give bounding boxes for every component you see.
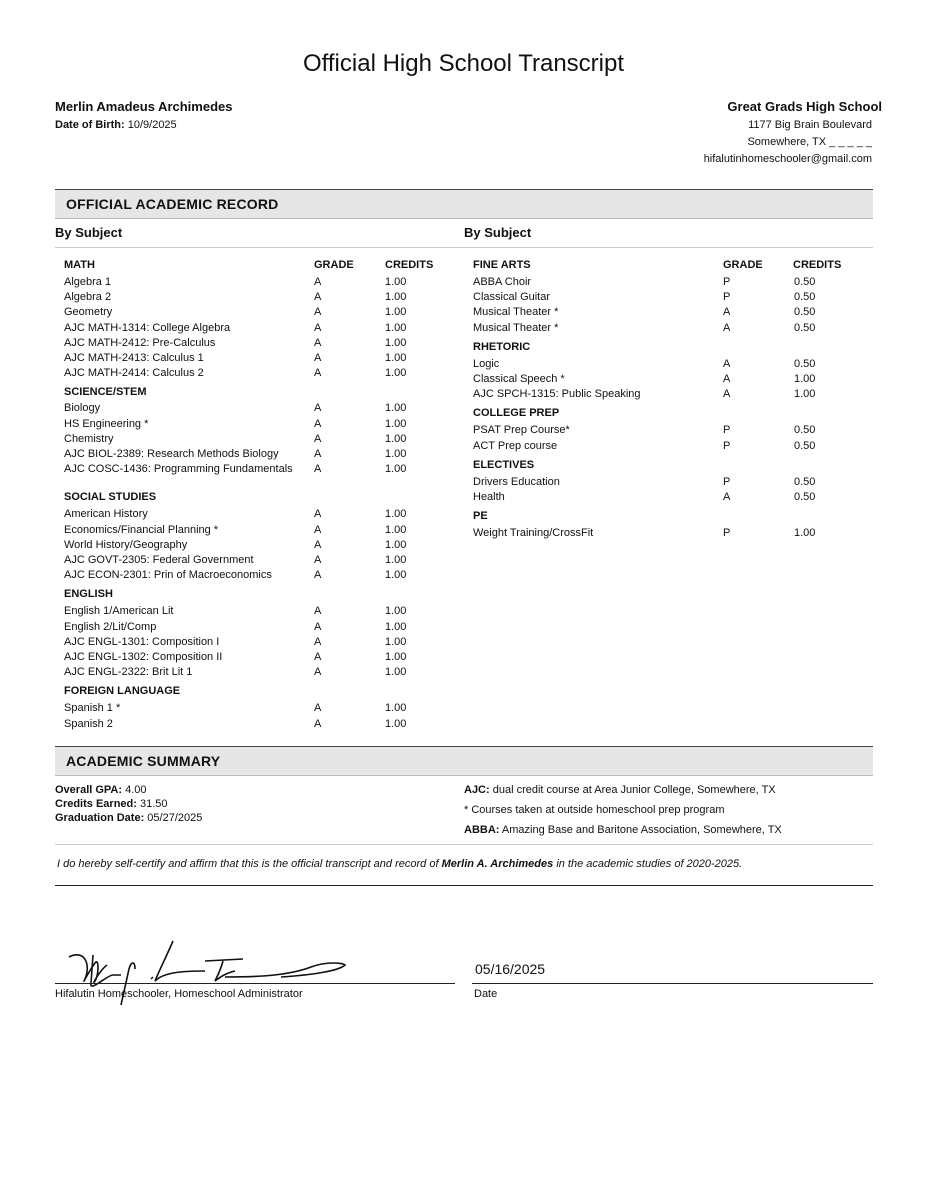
course-name: AJC ECON-2301: Prin of Macroeconomics	[64, 569, 272, 582]
course-row	[64, 621, 454, 636]
course-row	[64, 524, 454, 539]
course-grade: A	[314, 554, 322, 566]
course-name: AJC ENGL-1301: Composition I	[64, 635, 220, 648]
course-credits: 1.00	[385, 569, 407, 582]
course-grade: A	[314, 651, 322, 663]
course-name: AJC GOVT-2305: Federal Government	[64, 554, 254, 566]
course-grade: P	[723, 527, 731, 540]
course-name: American History	[64, 508, 148, 521]
course-credits: 1.00	[385, 402, 407, 415]
course-grade: A	[314, 508, 322, 521]
date-label: Date	[474, 988, 498, 1000]
school-email: hifalutinhomeschooler@gmail.com	[703, 153, 872, 165]
course-name: AJC MATH-2413: Calculus 1	[64, 352, 204, 364]
course-grade: A	[314, 717, 322, 730]
course-credits: 0.50	[794, 475, 816, 488]
subject-name: ELECTIVES	[473, 458, 535, 471]
course-name: AJC BIOL-2389: Research Methods Biology	[64, 448, 279, 460]
course-name: Economics/Financial Planning *	[64, 523, 219, 536]
abba-label: ABBA:	[464, 824, 500, 836]
course-credits: 1.00	[385, 336, 407, 349]
school-address-line1: 1177 Big Brain Boulevard	[748, 119, 872, 131]
subject-name: FOREIGN LANGUAGE	[64, 685, 181, 698]
course-credits: 1.00	[794, 373, 816, 385]
ajc-label: AJC:	[464, 784, 490, 796]
certification-name: Merlin A. Archimedes	[441, 858, 554, 870]
course-grade: A	[314, 538, 322, 551]
course-row	[64, 433, 454, 448]
subject-name: COLLEGE PREP	[473, 407, 560, 420]
academic-record-header	[55, 189, 873, 219]
by-subject-right: By Subject	[464, 225, 532, 240]
course-grade: A	[314, 321, 322, 334]
course-row	[64, 367, 454, 382]
course-credits: 0.50	[794, 291, 816, 304]
course-grade: P	[723, 276, 731, 288]
course-row	[64, 276, 454, 291]
course-row	[473, 322, 873, 337]
certification-statement	[57, 858, 742, 870]
course-credits: 1.00	[794, 388, 816, 401]
subject-name: MATH	[64, 259, 95, 271]
course-grade: A	[314, 291, 322, 304]
course-row	[64, 605, 454, 620]
course-grade: P	[723, 291, 731, 304]
dob-value: 10/9/2025	[127, 119, 177, 131]
summary-gpa	[55, 784, 147, 796]
course-name: Musical Theater *	[473, 321, 559, 334]
course-credits: 1.00	[385, 635, 407, 648]
academic-record-title: OFFICIAL ACADEMIC RECORD	[66, 196, 279, 212]
course-name: World History/Geography	[64, 538, 188, 551]
course-row	[64, 306, 454, 321]
course-row	[473, 358, 873, 373]
subject-header	[473, 510, 873, 525]
subject-name: SCIENCE/STEM	[64, 386, 147, 399]
course-credits: 1.00	[385, 276, 407, 288]
course-name: Drivers Education	[473, 475, 560, 488]
graduation-label: Graduation Date:	[55, 812, 145, 824]
credits-label: Credits Earned:	[55, 798, 137, 810]
course-grade: A	[723, 357, 731, 370]
course-credits: 1.00	[385, 508, 407, 521]
course-row	[64, 402, 454, 417]
course-grade: A	[314, 306, 322, 319]
course-grade: P	[723, 475, 731, 488]
course-row	[64, 291, 454, 306]
course-row	[64, 448, 454, 463]
course-name: PSAT Prep Course*	[473, 424, 570, 437]
signature-date-value: 05/16/2025	[475, 961, 546, 977]
course-credits: 1.00	[385, 666, 407, 679]
course-row	[64, 702, 454, 717]
course-name: Chemistry	[64, 432, 114, 445]
course-name: Geometry	[64, 306, 113, 319]
document-title: Official High School Transcript	[302, 50, 625, 77]
course-grade: A	[314, 523, 322, 536]
course-grade: A	[314, 702, 322, 715]
course-row	[473, 388, 873, 403]
left-course-column	[64, 259, 454, 739]
course-row	[64, 508, 454, 523]
course-name: Classical Speech *	[473, 373, 565, 385]
course-grade: A	[723, 306, 731, 319]
course-name: AJC COSC-1436: Programming Fundamentals	[64, 463, 293, 476]
subject-header	[473, 459, 873, 474]
course-name: HS Engineering *	[64, 417, 149, 430]
course-credits: 1.00	[385, 291, 407, 304]
course-grade: P	[723, 439, 731, 452]
certification-pre: I do hereby self-certify and affirm that this is the official transcript and record of	[57, 858, 439, 870]
course-name: ABBA Choir	[473, 276, 532, 288]
credits-column-header: CREDITS	[793, 259, 842, 271]
course-credits: 1.00	[385, 651, 407, 663]
course-credits: 0.50	[794, 439, 816, 452]
course-row	[473, 373, 873, 388]
subject-name: RHETORIC	[473, 340, 531, 353]
gpa-value: 4.00	[125, 784, 147, 796]
course-credits: 0.50	[794, 276, 816, 288]
subject-name: SOCIAL STUDIES	[64, 491, 157, 504]
course-credits: 1.00	[385, 448, 407, 460]
subject-header	[64, 259, 454, 274]
course-name: Classical Guitar	[473, 291, 551, 304]
course-credits: 0.50	[794, 321, 816, 334]
course-grade: A	[314, 605, 322, 618]
course-credits: 1.00	[385, 605, 407, 618]
note-abba	[464, 824, 782, 836]
course-grade: A	[314, 569, 322, 582]
note-star: * Courses taken at outside homeschool prep program	[464, 804, 725, 816]
course-name: AJC MATH-2412: Pre-Calculus	[64, 336, 216, 349]
subject-header	[64, 491, 454, 506]
graduation-value: 05/27/2025	[147, 812, 203, 824]
course-credits: 1.00	[385, 306, 407, 319]
dob-label: Date of Birth:	[55, 119, 125, 131]
academic-summary-title: ACADEMIC SUMMARY	[66, 753, 221, 769]
course-row	[64, 569, 454, 584]
gpa-label: Overall GPA:	[55, 784, 123, 796]
ajc-note: dual credit course at Area Junior College, Somewhere, TX	[492, 784, 776, 796]
course-credits: 0.50	[794, 424, 816, 437]
course-credits: 0.50	[794, 306, 816, 319]
course-row	[473, 291, 873, 306]
course-credits: 1.00	[385, 702, 407, 715]
subject-name: ENGLISH	[64, 588, 113, 601]
course-name: AJC ENGL-1302: Composition II	[64, 651, 223, 663]
course-grade: P	[723, 424, 731, 437]
student-name: Merlin Amadeus Archimedes	[55, 99, 233, 114]
course-grade: A	[723, 373, 731, 385]
course-grade: A	[314, 635, 322, 648]
course-name: English 1/American Lit	[64, 605, 174, 618]
right-course-column	[473, 259, 873, 549]
course-credits: 0.50	[794, 357, 816, 370]
course-row	[64, 418, 454, 433]
course-credits: 1.00	[385, 367, 407, 380]
subject-name: PE	[473, 510, 488, 523]
course-name: ACT Prep course	[473, 439, 558, 452]
signer-label: Hifalutin Homeschooler, Homeschool Administrator	[55, 988, 303, 1000]
course-name: AJC MATH-2414: Calculus 2	[64, 367, 204, 380]
course-credits: 1.00	[385, 620, 407, 633]
course-credits: 1.00	[385, 432, 407, 445]
subject-header	[473, 259, 873, 274]
course-name: Logic	[473, 357, 500, 370]
course-credits: 1.00	[385, 554, 407, 566]
course-grade: A	[314, 276, 322, 288]
course-credits: 1.00	[385, 523, 407, 536]
course-name: Health	[473, 491, 505, 503]
course-row	[64, 636, 454, 651]
summary-credits	[55, 798, 168, 810]
course-row	[473, 276, 873, 291]
course-row	[64, 718, 454, 733]
course-grade: A	[314, 620, 322, 633]
course-row	[64, 322, 454, 337]
course-grade: A	[314, 336, 322, 349]
certification-post: in the academic studies of 2020-2025.	[556, 858, 743, 870]
course-name: AJC SPCH-1315: Public Speaking	[473, 388, 641, 401]
course-credits: 0.50	[794, 491, 816, 503]
abba-note: Amazing Base and Baritone Association, Somewhere, TX	[501, 824, 782, 836]
course-credits: 1.00	[385, 463, 407, 476]
course-name: Spanish 2	[64, 717, 113, 730]
course-grade: A	[314, 432, 322, 445]
course-row	[64, 554, 454, 569]
course-grade: A	[314, 666, 322, 679]
credits-column-header: CREDITS	[385, 259, 434, 271]
school-name: Great Grads High School	[727, 99, 882, 114]
certification-divider	[55, 885, 873, 886]
course-name: Musical Theater *	[473, 306, 559, 319]
course-name: Algebra 1	[64, 276, 112, 288]
by-subject-divider	[55, 247, 873, 248]
subject-header	[473, 341, 873, 356]
course-name: Weight Training/CrossFit	[473, 527, 594, 540]
student-dob	[55, 119, 177, 131]
course-grade: A	[314, 367, 322, 380]
course-grade: A	[723, 388, 731, 401]
course-credits: 1.00	[385, 352, 407, 364]
course-credits: 1.00	[385, 321, 407, 334]
course-grade: A	[314, 448, 322, 460]
subject-header	[64, 386, 454, 401]
subject-header	[64, 588, 454, 603]
credits-value: 31.50	[139, 798, 168, 810]
summary-divider	[55, 844, 873, 845]
subject-header	[473, 407, 873, 422]
course-row	[64, 651, 454, 666]
course-row	[473, 527, 873, 542]
course-name: AJC MATH-1314: College Algebra	[64, 321, 231, 334]
course-row	[64, 539, 454, 554]
course-grade: A	[314, 417, 322, 430]
by-subject-left: By Subject	[55, 225, 123, 240]
course-row	[473, 476, 873, 491]
school-address-line2: Somewhere, TX _ _ _ _ _	[747, 136, 872, 148]
course-credits: 1.00	[385, 538, 407, 551]
note-ajc	[464, 784, 776, 796]
course-row	[64, 352, 454, 367]
course-grade: A	[314, 352, 322, 364]
course-name: Biology	[64, 402, 101, 415]
summary-graduation	[55, 812, 202, 824]
date-line	[472, 983, 873, 984]
grade-column-header: GRADE	[723, 259, 763, 271]
course-name: English 2/Lit/Comp	[64, 620, 157, 633]
course-row	[473, 306, 873, 321]
subject-name: FINE ARTS	[473, 259, 531, 271]
subject-header	[64, 685, 454, 700]
course-grade: A	[723, 491, 731, 503]
course-row	[64, 337, 454, 352]
course-name: AJC ENGL-2322: Brit Lit 1	[64, 666, 193, 679]
course-grade: A	[314, 402, 322, 415]
course-name: Spanish 1 *	[64, 702, 121, 715]
grade-column-header: GRADE	[314, 259, 354, 271]
course-credits: 1.00	[385, 417, 407, 430]
course-row	[473, 424, 873, 439]
course-credits: 1.00	[385, 717, 407, 730]
course-row	[473, 491, 873, 506]
course-row	[473, 440, 873, 455]
course-grade: A	[723, 321, 731, 334]
course-name: Algebra 2	[64, 291, 112, 304]
academic-summary-header	[55, 746, 873, 776]
signature-line	[55, 983, 455, 984]
course-row	[64, 666, 454, 681]
course-row	[64, 463, 454, 478]
course-credits: 1.00	[794, 527, 816, 540]
course-grade: A	[314, 463, 322, 476]
